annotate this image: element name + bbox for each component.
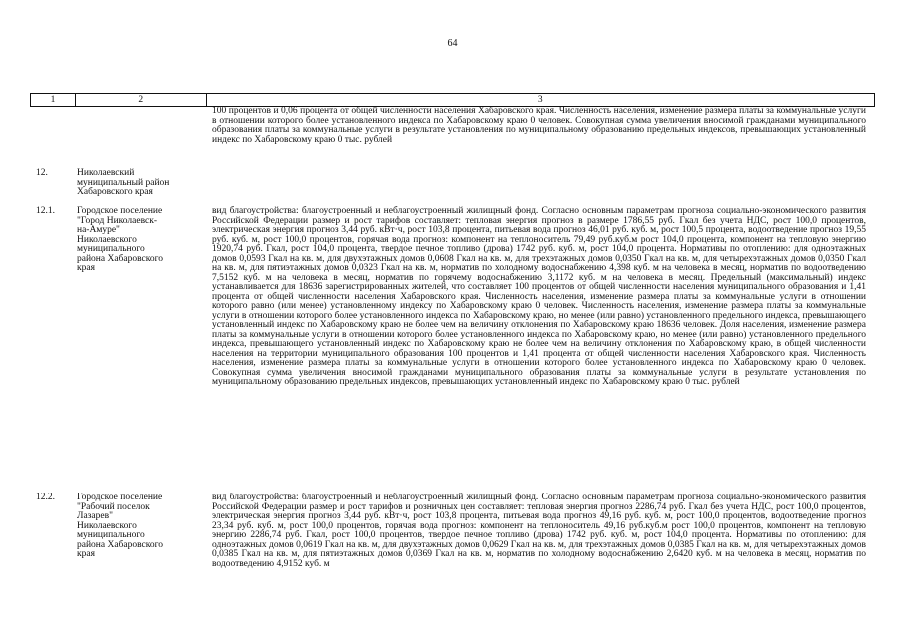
row-name-line: "Рабочий поселок (77, 501, 150, 512)
column-header-1: 1 (31, 94, 76, 107)
column-header-row (31, 94, 875, 107)
row-name-line: Николаевского (77, 520, 137, 531)
column-header-2: 2 (75, 94, 206, 107)
column-header-3: 3 (206, 94, 874, 107)
column-header-table (30, 93, 875, 107)
table-body (30, 107, 875, 613)
table-row (30, 169, 875, 207)
row-name-line: муниципальный район (77, 177, 170, 188)
row-name-line: "Город Николаевск- (77, 215, 158, 226)
row-name-line: края (77, 549, 95, 559)
row-name-line: Хабаровского края (77, 187, 153, 197)
row-name-line: района Хабаровского (77, 539, 164, 550)
row-name (74, 169, 204, 198)
table-row (30, 493, 875, 613)
row-name-line: Лазарев" (77, 511, 113, 521)
page-number: 64 (447, 38, 458, 49)
row-name-line: Городское поселение (77, 493, 163, 502)
row-name-line: муниципального (77, 530, 145, 540)
row-text: вид благоустройства: благоустроенный и неблагоустроенный жилищный фонд. Согласно основным параметрам прогноза социально-экономического развития Российской Федерации размер и рост тарифов составляет: тепловая энергия прогноз в размере 1786,55 руб. Гкал без учета НДС, рост 100,0 процентов, электрическая энергия прогноз 3,44 руб. кВт·ч, рост 103,8 процента, питьевая вода прогноз 46,01 руб. куб. м, рост 100,5 процента, водоотведение прогноз 19,55 руб. куб. м, рост 100,0 процентов, горячая вода прогноз: компонент на теплоноситель 79,49 руб.куб.м рост 104,0 процента, компонент на тепловую энергию 1920,74 руб. Гкал, рост 104,0 процента, твердое печное топливо (дрова) 1742 руб. куб. м, рост 104,0 процента. Нормативы по отоплению: для одноэтажных домов 0,0593 Гкал на кв. м, для двухэтажных домов 0,0608 Гкал на кв. м, для трехэтажных домов 0,0350 Гкал на кв. м, для четырехэтажных домов 0,0350 Гкал на кв. м, для пятиэтажных домов 0,0323 Гкал на кв. м, норматив по холодному водоснабжению 4,398 куб. м на человека в месяц, норматив по водоотведению 7,5152 куб. м на человека в месяц, норматив по горячему водоснабжению 3,1172 куб. м на человека в месяц. Предельный (максимальный) индекс устанавливается для 18636 зарегистрированных жителей, что составляет 100 процентов от общей численности населения муниципального образования и 1,41 процента от общей численности населения Хабаровского края. Численность населения, изменение размера платы за коммунальные услуги в отношении которого равно (или менее) установленному индексу по Хабаровскому краю 0 человек. Численность населения, изменение размера платы за коммунальные услуги в отношении которого более установленного индекса по Хабаровскому краю, но менее (или равно) установленного предельного индекса, превышающего установленный индекс по Хабаровскому краю не более чем на величину отклонения по Хабаровскому краю 18636 человек. Доля населения, изменение размера платы за коммунальные услуги в отношении которого более установленного индекса по Хабаровскому краю, но менее (или равно) установленного предельного индекса, превышающего установленный индекс по Хабаровскому краю не более чем на величину отклонения по Хабаровскому краю, в общей численности населения на территории муниципального образования 100 процентов и 1,41 процента от общей численности населения Хабаровского края. Численность населения, изменение размера платы за коммунальные услуги в отношении которого более установленного индекса по Хабаровскому краю 0 человек. Совокупная сумма увеличения вносимой гражданами муниципального образования платы за коммунальные услуги в результате установления по муниципальному образованию предельных индексов, превышающих установленный индекс по Хабаровскому краю 0 тыс. рублей (212, 206, 866, 387)
row-number: 12. (36, 168, 48, 178)
row-name-line: на-Амуре" (77, 225, 120, 235)
row-name-line: Городское поселение (77, 206, 163, 216)
row-name-line: Николаевский (77, 168, 135, 178)
row-name-line: Николаевского (77, 234, 137, 245)
row-text: 100 процентов и 0,06 процента от общей численности населения Хабаровского края. Численность населения, изменение размера платы за коммунальные услуги в отношении которого более установленного индекса по Хабаровскому краю 0 человек. Совокупная сумма увеличения вносимой гражданами муниципального образования платы за коммунальные услуги в результате установления по муниципальному образованию предельных индексов, превышающих установленный индекс по Хабаровскому краю 0 тыс. рублей (212, 106, 866, 145)
row-name (74, 493, 204, 560)
row-name-line: края (77, 263, 95, 273)
row-text: вид благоустройства: благоустроенный и неблагоустроенный жилищный фонд. Согласно основным параметрам прогноза социально-экономического развития Российской Федерации размер и рост тарифов и розничных цен составляет: тепловая энергия прогноз 2286,74 руб. Гкал без учета НДС, рост 100,0 процентов, электрическая энергия прогноз 3,44 руб. кВт·ч, рост 103,8 процента, питьевая вода прогноз 49,16 руб. куб. м, рост 100,0 процентов, водоотведение прогноз 23,34 руб. куб. м, рост 100,0 процентов, горячая вода прогноз: компонент на теплоноситель 49,16 руб.куб.м рост 100,0 процентов, компонент на тепловую энергию 2286,74 руб. Гкал, рост 100,0 процентов, твердое печное топливо (дрова) 1742 руб. куб. м, рост 104,0 процента. Нормативы по отоплению: для одноэтажных домов 0,0619 Гкал на кв. м, для двухэтажных домов 0,0629 Гкал на кв. м, для трехэтажных домов 0,0385 Гкал на кв. м, для четырехэтажных домов 0,0385 Гкал на кв. м, для пятиэтажных домов 0,0369 Гкал на кв. м, норматив по холодному водоснабжению 2,6420 куб. м на человека в месяц, норматив по водоотведению 4,9152 куб. м (212, 493, 866, 569)
table-row (30, 107, 875, 169)
row-name (74, 207, 204, 274)
table-row (30, 207, 875, 493)
row-name-line: района Хабаровского (77, 253, 164, 264)
row-name-line: муниципального (77, 244, 145, 254)
row-number: 12.1. (36, 206, 55, 216)
row-number: 12.2. (36, 493, 55, 502)
